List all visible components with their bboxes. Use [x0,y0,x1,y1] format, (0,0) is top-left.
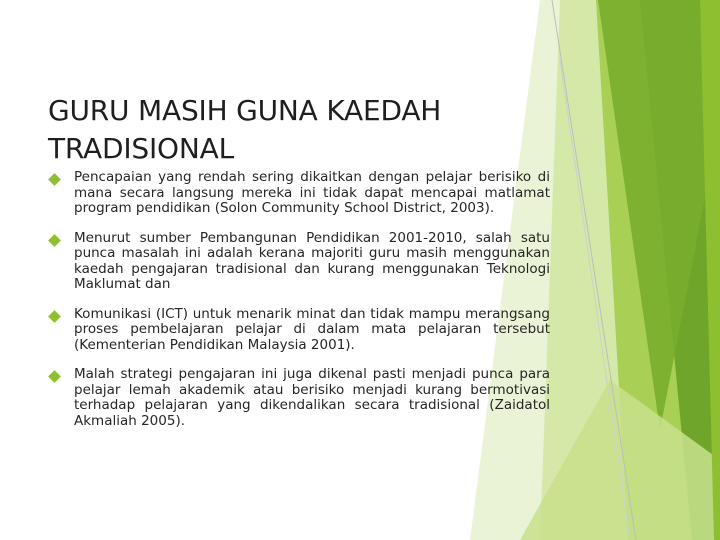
slide-title [48,92,528,168]
bullet-item [50,231,550,293]
bullet-list [50,170,550,443]
title-line-2: TRADISIONAL [48,132,234,165]
bullet-text: Pencapaian yang rendah sering dikaitkan dengan pelajar berisiko di mana secara langsung mereka ini tidak dapat mencapai matlamat program pendidikan (Solon Community School District, 2003). [74,169,550,216]
title-line-1: GURU MASIH GUNA KAEDAH [48,94,442,127]
bullet-item [50,170,550,217]
bullet-text: Menurut sumber Pembangunan Pendidikan 2001-2010, salah satu punca masalah ini adalah kerana majoriti guru masih menggunakan kaedah pengajaran tradisional dan kurang menggunakan Teknologi Maklumat dan [74,229,550,292]
diamond-bullet-icon [48,310,61,323]
bullet-text: Komunikasi (ICT) untuk menarik minat dan tidak mampu merangsang proses pembelajaran pelajar di dalam mata pelajaran tersebut (Kementerian Pendidikan Malaysia 2001). [74,305,550,353]
diamond-bullet-icon [48,234,61,247]
bullet-item [50,307,550,354]
diamond-bullet-icon [48,370,61,383]
bullet-item [50,367,550,429]
bullet-text: Malah strategi pengajaran ini juga dikenal pasti menjadi punca para pelajar lemah akademik atau berisiko menjadi kurang bermotivasi terhadap pelajaran yang dikendalikan secara tradisional (Zaidatol Akmaliah 2005). [74,366,550,429]
diamond-bullet-icon [48,173,61,186]
